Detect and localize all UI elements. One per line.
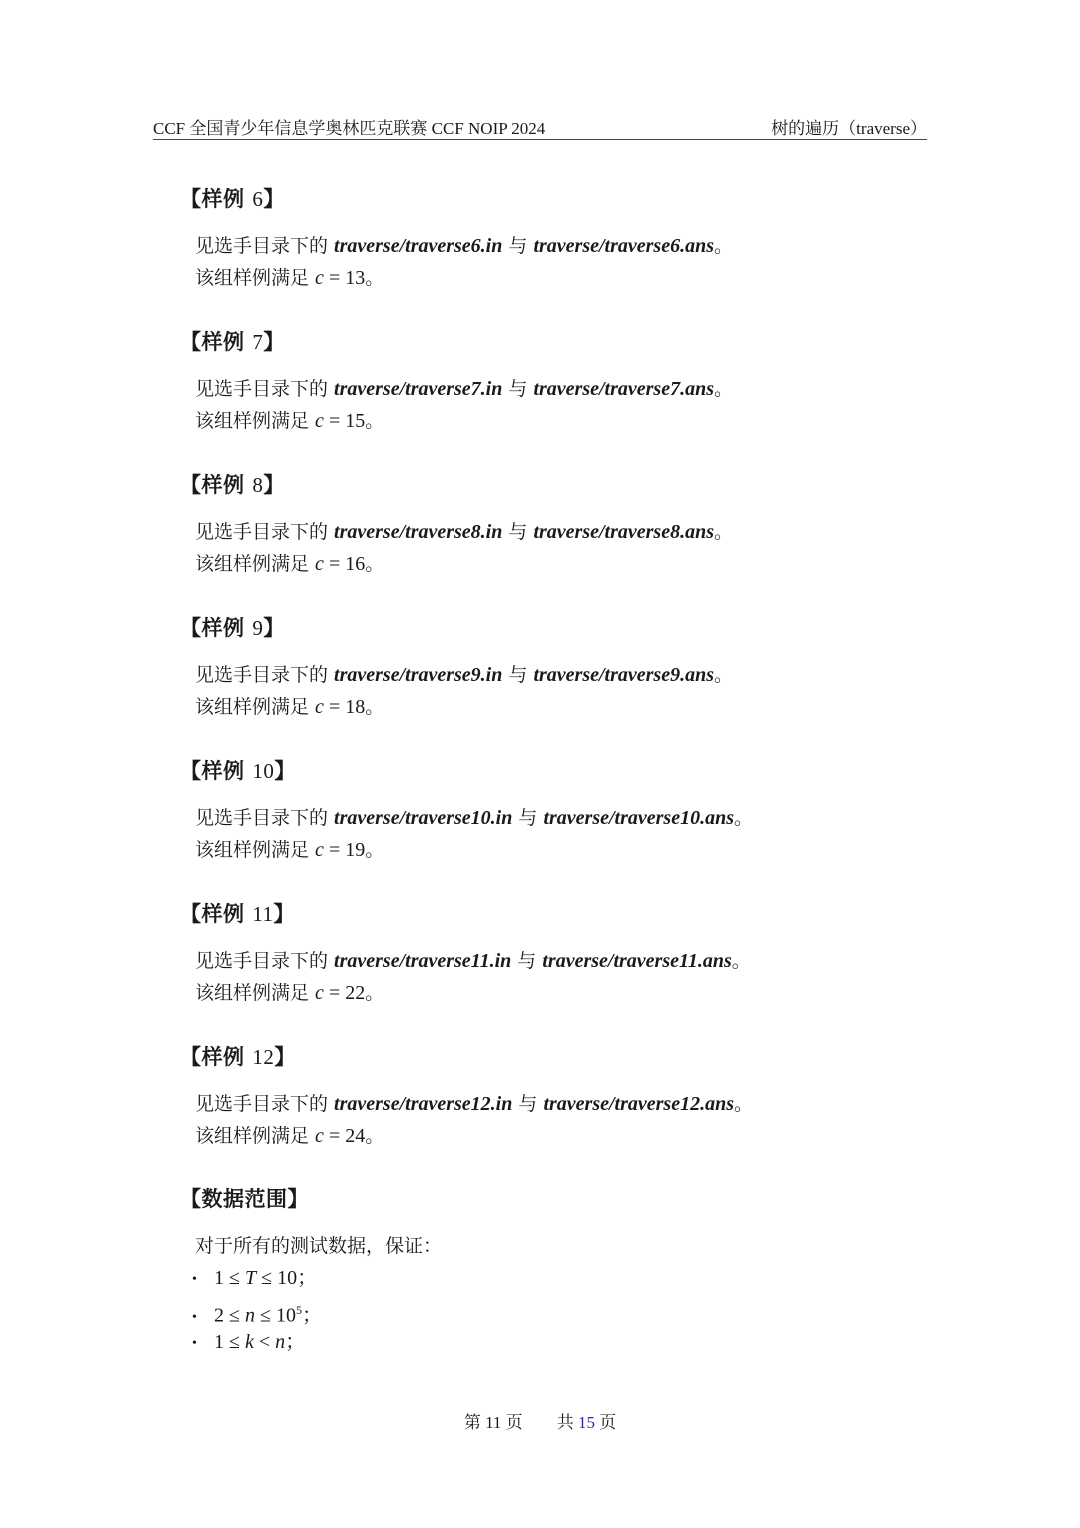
sample-file-line: 见选手目录下的 traverse/traverse9.in 与 traverse/traverse9.ans。 <box>195 664 734 686</box>
input-file-name: traverse/traverse11.in <box>334 950 512 972</box>
sample-body <box>195 516 733 580</box>
sample-body <box>195 373 733 437</box>
sample-condition-line: 该组样例满足 c = 22。 <box>195 982 385 1004</box>
sample-section <box>180 185 733 294</box>
sample-title: 【样例 7】 <box>180 330 285 354</box>
sample-title: 【样例 6】 <box>180 187 285 211</box>
sample-title: 【样例 12】 <box>180 1045 296 1069</box>
bullet-icon: • <box>192 1309 197 1325</box>
header-problem-title: 树的遍历（traverse） <box>771 119 927 138</box>
sample-section <box>180 757 753 866</box>
constraint-item: • 1 ≤ k < n； <box>192 1326 442 1358</box>
total-pages: 共 15 页 <box>556 1413 617 1432</box>
sample-condition-line: 该组样例满足 c = 15。 <box>195 410 385 432</box>
sample-condition-line: 该组样例满足 c = 13。 <box>195 267 385 289</box>
data-range-section <box>180 1185 442 1358</box>
input-file-name: traverse/traverse8.in <box>334 521 503 543</box>
page-header <box>153 112 927 140</box>
input-file-name: traverse/traverse12.in <box>334 1093 513 1115</box>
sample-section <box>180 471 733 580</box>
bullet-icon: • <box>192 1336 197 1351</box>
sample-condition-line: 该组样例满足 c = 16。 <box>195 553 385 575</box>
sample-file-line: 见选手目录下的 traverse/traverse10.in 与 traverse/traverse10.ans。 <box>195 807 754 829</box>
sample-file-line: 见选手目录下的 traverse/traverse8.in 与 traverse/traverse8.ans。 <box>195 521 734 543</box>
answer-file-name: traverse/traverse9.ans <box>533 664 714 686</box>
sample-body <box>195 1088 753 1152</box>
page-number: 第 11 页 <box>463 1413 523 1432</box>
input-file-name: traverse/traverse7.in <box>334 378 503 400</box>
sample-file-line: 见选手目录下的 traverse/traverse11.in 与 traverse/traverse11.ans。 <box>195 950 751 972</box>
constraint-item: • 1 ≤ T ≤ 10； <box>192 1262 442 1294</box>
sample-file-line: 见选手目录下的 traverse/traverse6.in 与 traverse/traverse6.ans。 <box>195 235 734 257</box>
answer-file-name: traverse/traverse11.ans <box>542 950 732 972</box>
data-range-intro: 对于所有的测试数据，保证： <box>195 1235 443 1257</box>
input-file-name: traverse/traverse9.in <box>334 664 503 686</box>
sample-section <box>180 328 733 437</box>
answer-file-name: traverse/traverse6.ans <box>533 235 714 257</box>
sample-title: 【样例 10】 <box>180 759 296 783</box>
sample-body <box>195 802 753 866</box>
sample-condition-line: 该组样例满足 c = 19。 <box>195 839 385 861</box>
answer-file-name: traverse/traverse8.ans <box>533 521 714 543</box>
sample-file-line: 见选手目录下的 traverse/traverse7.in 与 traverse/traverse7.ans。 <box>195 378 734 400</box>
header-contest-title: CCF 全国青少年信息学奥林匹克联赛 CCF NOIP 2024 <box>153 119 546 138</box>
sample-section <box>180 900 751 1009</box>
constraint-item: • $2 \le n \le 10^5$； <box>192 1294 442 1326</box>
input-file-name: traverse/traverse6.in <box>334 235 503 257</box>
sample-title: 【样例 9】 <box>180 616 285 640</box>
page-footer <box>0 1408 1080 1433</box>
sample-body <box>195 945 751 1009</box>
sample-file-line: 见选手目录下的 traverse/traverse12.in 与 traverse/traverse12.ans。 <box>195 1093 754 1115</box>
answer-file-name: traverse/traverse10.ans <box>543 807 734 829</box>
sample-title: 【样例 8】 <box>180 473 285 497</box>
input-file-name: traverse/traverse10.in <box>334 807 513 829</box>
constraint-list <box>192 1262 442 1358</box>
sample-title: 【样例 11】 <box>180 902 296 926</box>
answer-file-name: traverse/traverse7.ans <box>533 378 714 400</box>
sample-condition-line: 该组样例满足 c = 24。 <box>195 1125 385 1147</box>
sample-condition-line: 该组样例满足 c = 18。 <box>195 696 385 718</box>
bullet-icon: • <box>192 1272 197 1287</box>
sample-section <box>180 1043 753 1152</box>
sample-body <box>195 659 733 723</box>
answer-file-name: traverse/traverse12.ans <box>543 1093 734 1115</box>
data-range-body <box>192 1230 443 1358</box>
sample-section <box>180 614 733 723</box>
data-range-title: 【数据范围】 <box>180 1187 309 1211</box>
sample-body <box>195 230 733 294</box>
